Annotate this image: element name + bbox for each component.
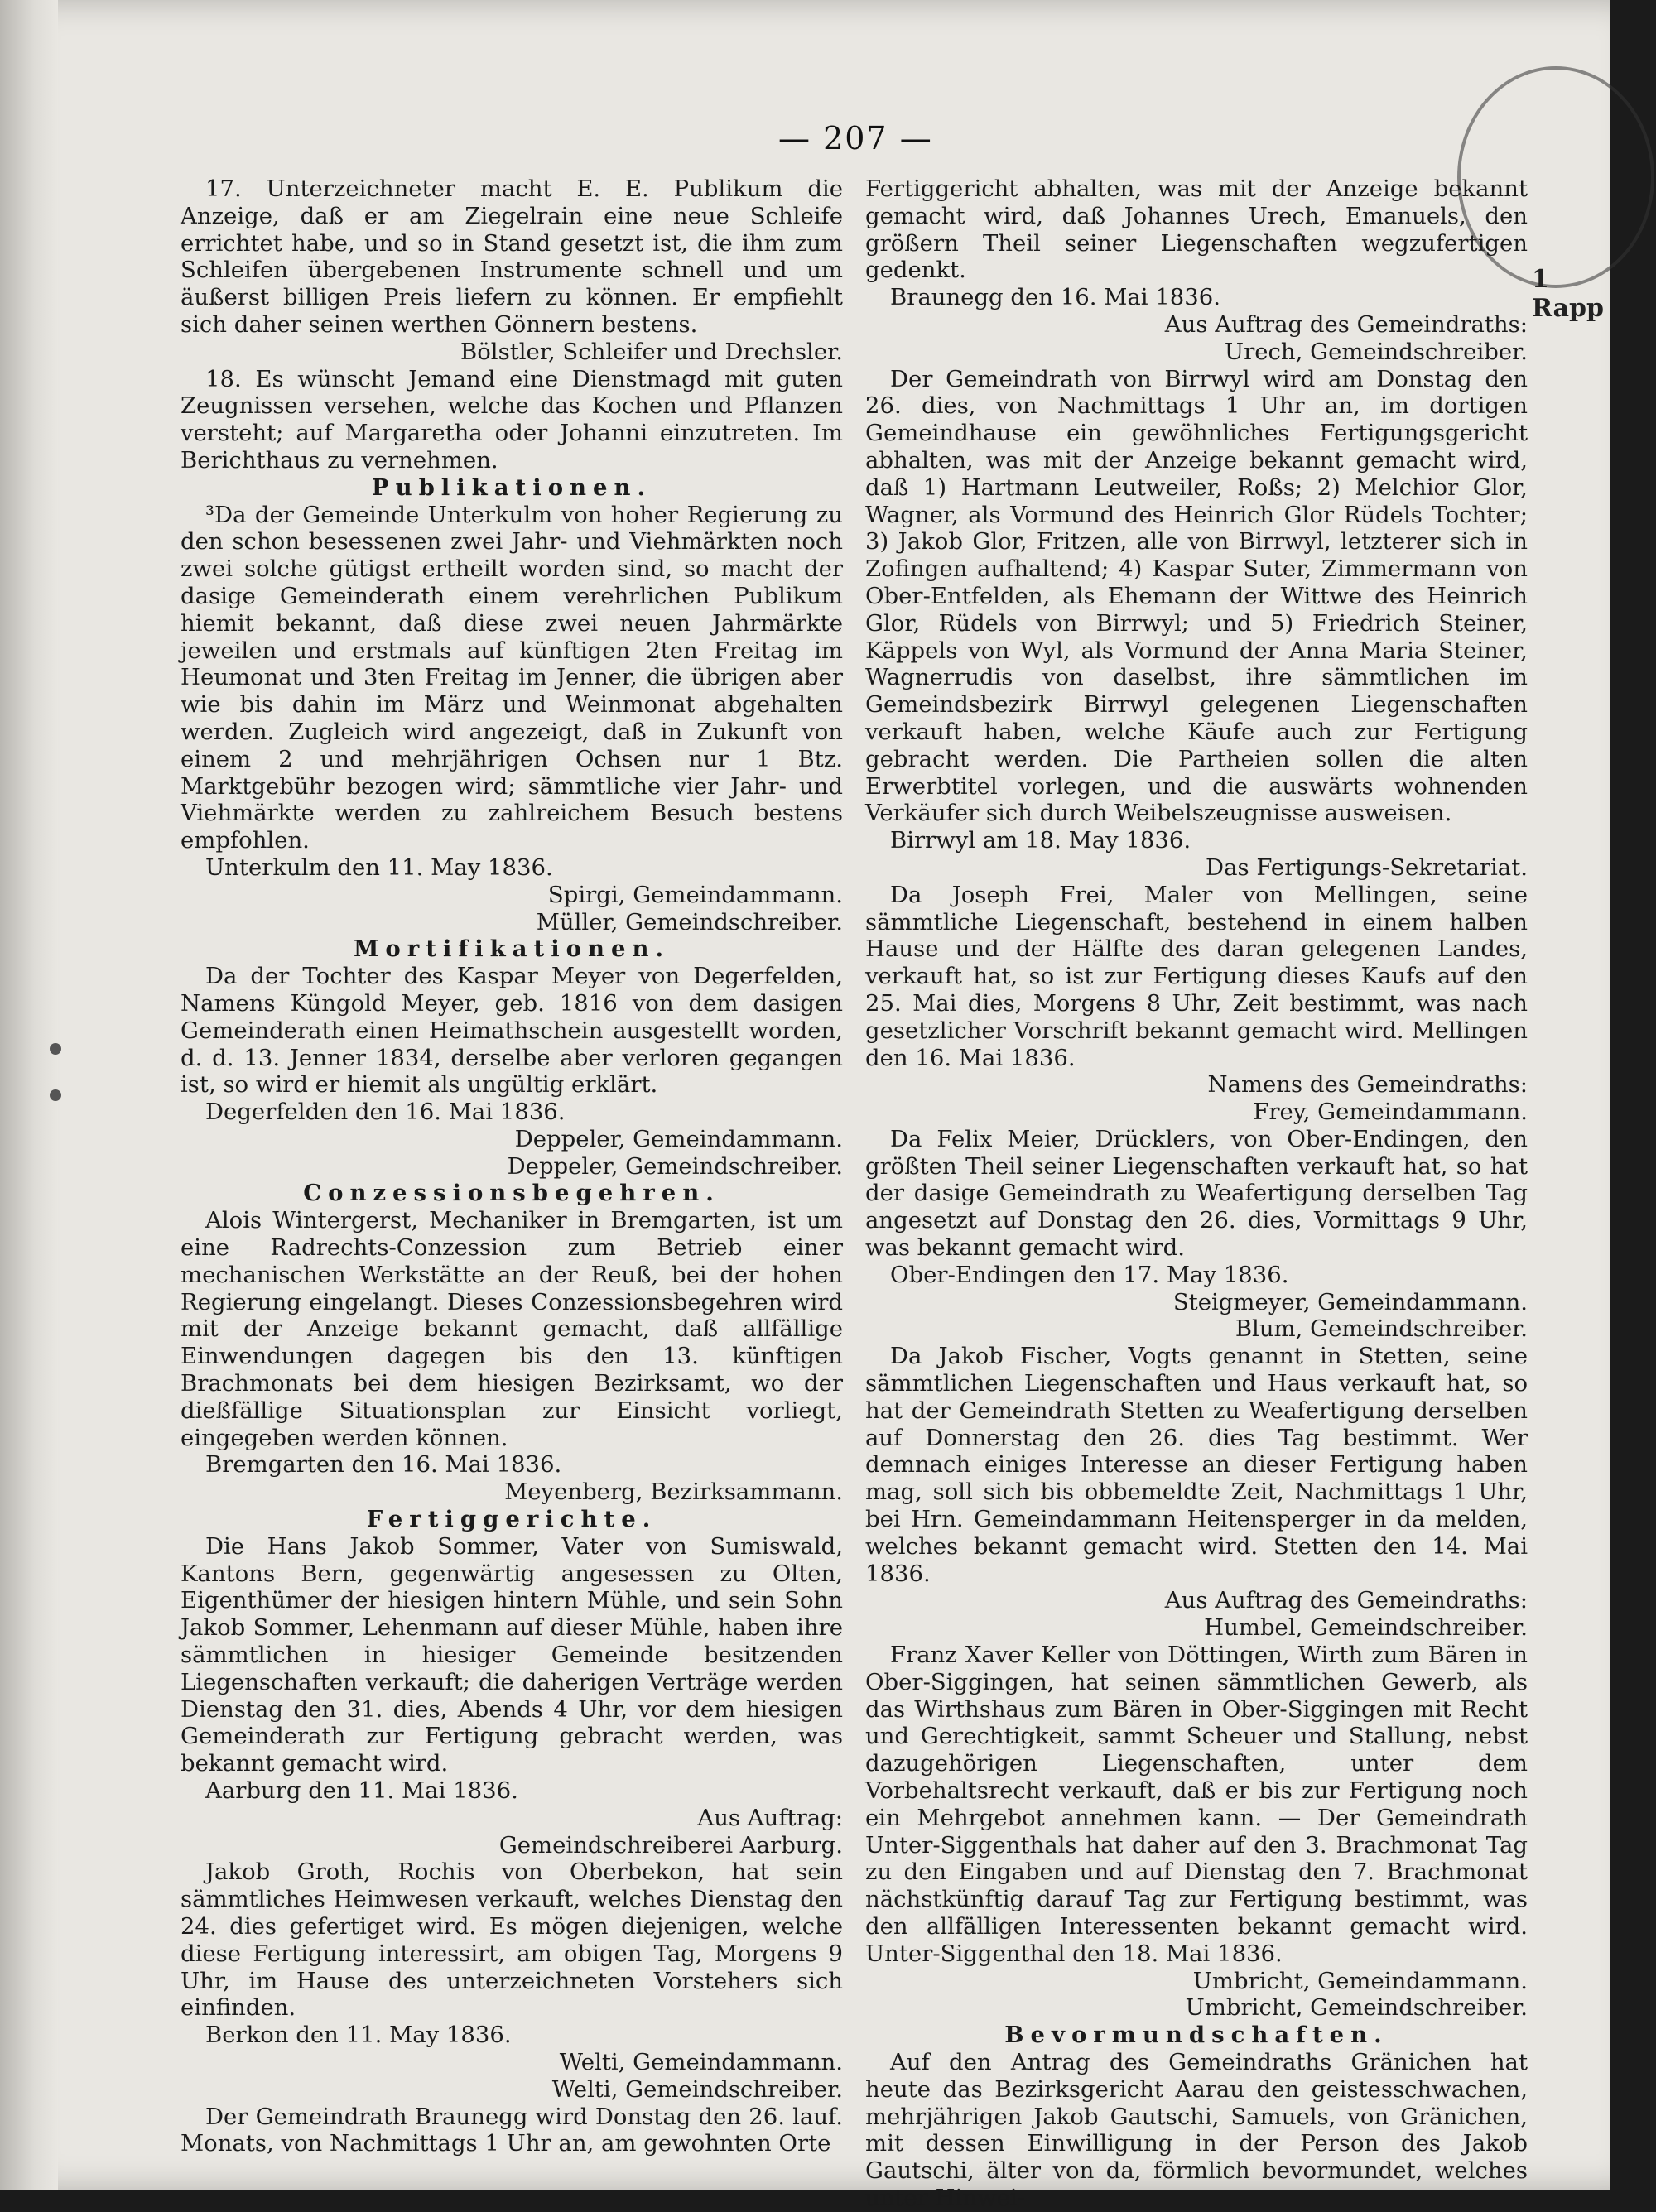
signature-line: Aus Auftrag: bbox=[697, 1804, 843, 1831]
notice-paragraph: Da der Tochter des Kaspar Meyer von Degerfelden, Namens Küngold Meyer, geb. 1816 von dem dasigen Gemeinderath einen Heimathschein ausgestellt worden, d. d. 13. Jenner 1834, derselbe aber verloren gegangen ist, so wird er hiemit als ungültig erklärt. bbox=[181, 963, 843, 1099]
notice-paragraph: Ober-Endingen den 17. May 1836. bbox=[890, 1261, 1289, 1288]
signature-line: Bölstler, Schleifer und Drechsler. bbox=[460, 338, 843, 365]
stamp-text: 1 Rapp bbox=[1532, 265, 1605, 323]
notice-paragraph: Da Joseph Frei, Maler von Mellingen, seine sämmtliche Liegenschaft, bestehend in einem halben Hause und der Hälfte des daran gelegenen Landes, verkauft hat, so ist zur Fertigung dieses Kaufs auf den 25. Mai dies, Morgens 8 Uhr, Zeit bestimmt, was nach gesetzlicher Vorschrift bekannt gemacht wird. Mellingen den 16. Mai 1836. bbox=[865, 881, 1528, 1071]
binding-hole bbox=[50, 1089, 61, 1101]
notice-paragraph: Braunegg den 16. Mai 1836. bbox=[890, 284, 1221, 311]
notice-paragraph: Der Gemeindrath Braunegg wird Donstag den 26. lauf. Monats, von Nachmittags 1 Uhr an, am gewohnten Orte bbox=[181, 2103, 843, 2157]
notice-paragraph: Die Hans Jakob Sommer, Vater von Sumiswald, Kantons Bern, gegenwärtig angesessen zu Olten, Eigenthümer der hiesigen hintern Mühle, und sein Sohn Jakob Sommer, Lehenmann auf dieser Mühle, haben ihre sämmtlichen in hiesiger Gemeinde besitzenden Liegenschaften verkauft; die daherigen Verträge werden Dienstag den 31. dies, Abends 4 Uhr, vor dem hiesigen Gemeinderath zur Fertigung gebracht werden, was bekannt gemacht wird. bbox=[181, 1532, 843, 1777]
signature-line: Umbricht, Gemeindammann. bbox=[1192, 1967, 1528, 1994]
signature-line: Müller, Gemeindschreiber. bbox=[536, 908, 843, 935]
section-heading: Bevormundschaften. bbox=[1004, 2022, 1389, 2049]
signature-line: Welti, Gemeindschreiber. bbox=[551, 2075, 843, 2103]
signature-line: Meyenberg, Bezirksammann. bbox=[504, 1479, 843, 1506]
section-heading: Publikationen. bbox=[371, 474, 652, 501]
signature-line: Urech, Gemeindschreiber. bbox=[1224, 338, 1528, 365]
notice-paragraph: Da Felix Meier, Drücklers, von Ober-Endingen, den größten Theil seiner Liegenschaften verkauft hat, so hat der dasige Gemeindrath zu Weafertigung derselben Tag angesetzt auf Donstag den 26. dies, Vormittags 9 Uhr, was bekannt gemacht wird. bbox=[865, 1125, 1528, 1262]
page-number: — 207 — bbox=[778, 120, 933, 156]
notice-paragraph: Degerfelden den 16. Mai 1836. bbox=[205, 1099, 566, 1126]
notice-paragraph: Franz Xaver Keller von Döttingen, Wirth zum Bären in Ober-Siggingen, hat seinen sämmtlichen Gewerb, als das Wirthshaus zum Bären in Ober-Siggingen mit Recht und Gerechtigkeit, sammt Scheuer und Stallung, nebst dazugehörigen Liegenschaften, unter dem Vorbehaltsrecht verkauft, daß er bis zur Fertigung noch ein Mehrgebot annehmen kann. — Der Gemeindrath Unter-Siggenthals hat daher auf den 3. Brachmonat Tag zu den Eingaben und auf Dienstag den 7. Brachmonat nächstkünftig darauf Tag zur Fertigung bestimmt, was den allfälligen Interessenten bekannt gemacht wird. Unter-Siggenthal den 18. Mai 1836. bbox=[865, 1642, 1528, 1967]
notice-paragraph: Da Jakob Fischer, Vogts genannt in Stetten, seine sämmtlichen Liegenschaften und Haus verkauft hat, so hat der Gemeindrath Stetten zu Weafertigung derselben auf Donnerstag den 26. dies Tag bestimmt. Wer demnach einiges Interesse an dieser Fertigung haben mag, soll sich bis obbemeldte Zeit, Nachmittags 1 Uhr, bei Hrn. Gemeindammann Heitensperger in da melden, welches bekannt gemacht wird. Stetten den 14. Mai 1836. bbox=[865, 1343, 1528, 1587]
signature-line: Aus Auftrag des Gemeindraths: bbox=[1164, 310, 1528, 338]
notice-paragraph: 17. Unterzeichneter macht E. E. Publikum die Anzeige, daß er am Ziegelrain eine neue Schleife errichtet habe, und so in Stand gesetzt ist, die ihm zum Schleifen übergebenen Instrumente schnell und um äußerst billigen Preis liefern zu können. Er empfiehlt sich daher seinen werthen Gönnern bestens. bbox=[181, 176, 843, 338]
notice-paragraph: Bremgarten den 16. Mai 1836. bbox=[205, 1451, 562, 1479]
signature-line: Das Fertigungs-Sekretariat. bbox=[1206, 854, 1528, 881]
signature-line: Spirgi, Gemeindammann. bbox=[547, 881, 843, 908]
notice-paragraph: 18. Es wünscht Jemand eine Dienstmagd mit guten Zeugnissen versehen, welche das Kochen und Pflanzen versteht; auf Margaretha oder Johanni einzutreten. Im Berichthaus zu vernehmen. bbox=[181, 365, 843, 474]
notice-paragraph: Berkon den 11. May 1836. bbox=[205, 2022, 512, 2049]
section-heading: Mortifikationen. bbox=[353, 935, 671, 963]
signature-line: Umbricht, Gemeindschreiber. bbox=[1185, 1994, 1528, 2022]
notice-paragraph: Alois Wintergerst, Mechaniker in Bremgarten, ist um eine Radrechts-Conzession zum Betrieb einer mechanischen Werkstätte an der Reuß, bei der hohen Regierung eingelangt. Dieses Conzessionsbegehren wird mit der Anzeige bekannt gemacht, daß allfällige Einwendungen dagegen bis den 13. künftigen Brachmonats bei dem hiesigen Bezirksamt, wo der dießfällige Situationsplan zur Einsicht vorliegt, eingegeben werden können. bbox=[181, 1207, 843, 1451]
notice-paragraph: Unterkulm den 11. May 1836. bbox=[205, 854, 553, 881]
notice-paragraph: Der Gemeindrath von Birrwyl wird am Donstag den 26. dies, von Nachmittags 1 Uhr an, im dortigen Gemeindhause ein gewöhnliches Fertigungsgericht abhalten, was mit der Anzeige bekannt gemacht wird, daß 1) Hartmann Leutweiler, Roßs; 2) Melchior Glor, Wagner, als Vormund des Heinrich Glor Rüdels Tochter; 3) Jakob Glor, Fritzen, alle von Birrwyl, letzterer sich in Zofingen aufhaltend; 4) Kaspar Suter, Zimmermann von Ober-Entfelden, als Ehemann der Wittwe des Heinrich Glor, Rüdels von Birrwyl; und 5) Friedrich Steiner, Käppels von Wyl, als Vormund der Anna Maria Steiner, Wagnerrudis von daselbst, ihre sämmtlichen im Gemeindsbezirk Birrwyl gelegenen Liegenschaften verkauft haben, welche Käufe auch zur Fertigung gebracht werden. Die Partheien sollen die alten Erwerbtitel vorlegen, und die auswärts wohnenden Verkäufer sich durch Weibelszeugnisse ausweisen. bbox=[865, 365, 1528, 827]
notice-paragraph: Jakob Groth, Rochis von Oberbekon, hat sein sämmtliches Heimwesen verkauft, welches Dienstag den 24. dies gefertiget wird. Es mögen diejenigen, welche diese Fertigung interessirt, am obigen Tag, Morgens 9 Uhr, im Hause des unterzeichneten Vorstehers sich einfinden. bbox=[181, 1859, 843, 2022]
signature-line: Gemeindschreiberei Aarburg. bbox=[498, 1831, 843, 1859]
signature-line: Steigmeyer, Gemeindammann. bbox=[1172, 1288, 1528, 1315]
signature-line: Aus Auftrag des Gemeindraths: bbox=[1164, 1587, 1528, 1614]
notice-paragraph: ³Da der Gemeinde Unterkulm von hoher Regierung zu den schon besessenen zwei Jahr- und Viehmärkten noch zwei solche gütigst ertheilt worden sind, so macht der dasige Gemeinderath einem verehrlichen Publikum hiemit bekannt, daß diese zwei neuen Jahrmärkte jeweilen und erstmals auf künftigen 2ten Freitag im Heumonat und 3ten Freitag im Jenner, die übrigen aber wie bis dahin im März und Weinmonat abgehalten werden. Zugleich wird angezeigt, daß in Zukunft von einem 2 und mehrjährigen Ochsen nur 1 Btz. Marktgebühr bezogen wird; sämmtliche vier Jahr- und Viehmärkte werden zu zahlreichem Besuch bestens empfohlen. bbox=[181, 501, 843, 854]
section-heading: Conzessionsbegehren. bbox=[303, 1180, 720, 1207]
binding-hole bbox=[50, 1043, 61, 1055]
section-heading: Fertiggerichte. bbox=[366, 1506, 657, 1533]
signature-line: Frey, Gemeindammann. bbox=[1253, 1099, 1528, 1126]
signature-line: Deppeler, Gemeindschreiber. bbox=[507, 1152, 843, 1180]
notice-paragraph: Auf den Antrag des Gemeindraths Gränichen hat heute das Bezirksgericht Aarau den geistesschwachen, mehrjährigen Jakob Gautschi, Samuels, von Gränichen, mit dessen Einwilligung in der Person des Jakob Gautschi, älter von da, förmlich bevormundet, welches unter Hinwei- bbox=[865, 2048, 1528, 2211]
right-column bbox=[865, 176, 1528, 2212]
notice-paragraph: Birrwyl am 18. May 1836. bbox=[890, 827, 1191, 854]
signature-line: Welti, Gemeindammann. bbox=[559, 2048, 843, 2075]
notice-paragraph: Fertiggericht abhalten, was mit der Anzeige bekannt gemacht wird, daß Johannes Urech, Emanuels, den größern Theil seiner Liegenschaften wegzufertigen gedenkt. bbox=[865, 176, 1528, 284]
signature-line: Namens des Gemeindraths: bbox=[1207, 1071, 1528, 1099]
signature-line: Blum, Gemeindschreiber. bbox=[1235, 1315, 1528, 1343]
signature-line: Deppeler, Gemeindammann. bbox=[514, 1125, 843, 1152]
left-column bbox=[181, 176, 843, 2157]
notice-paragraph: Aarburg den 11. Mai 1836. bbox=[205, 1777, 518, 1805]
signature-line: Humbel, Gemeindschreiber. bbox=[1204, 1614, 1528, 1642]
